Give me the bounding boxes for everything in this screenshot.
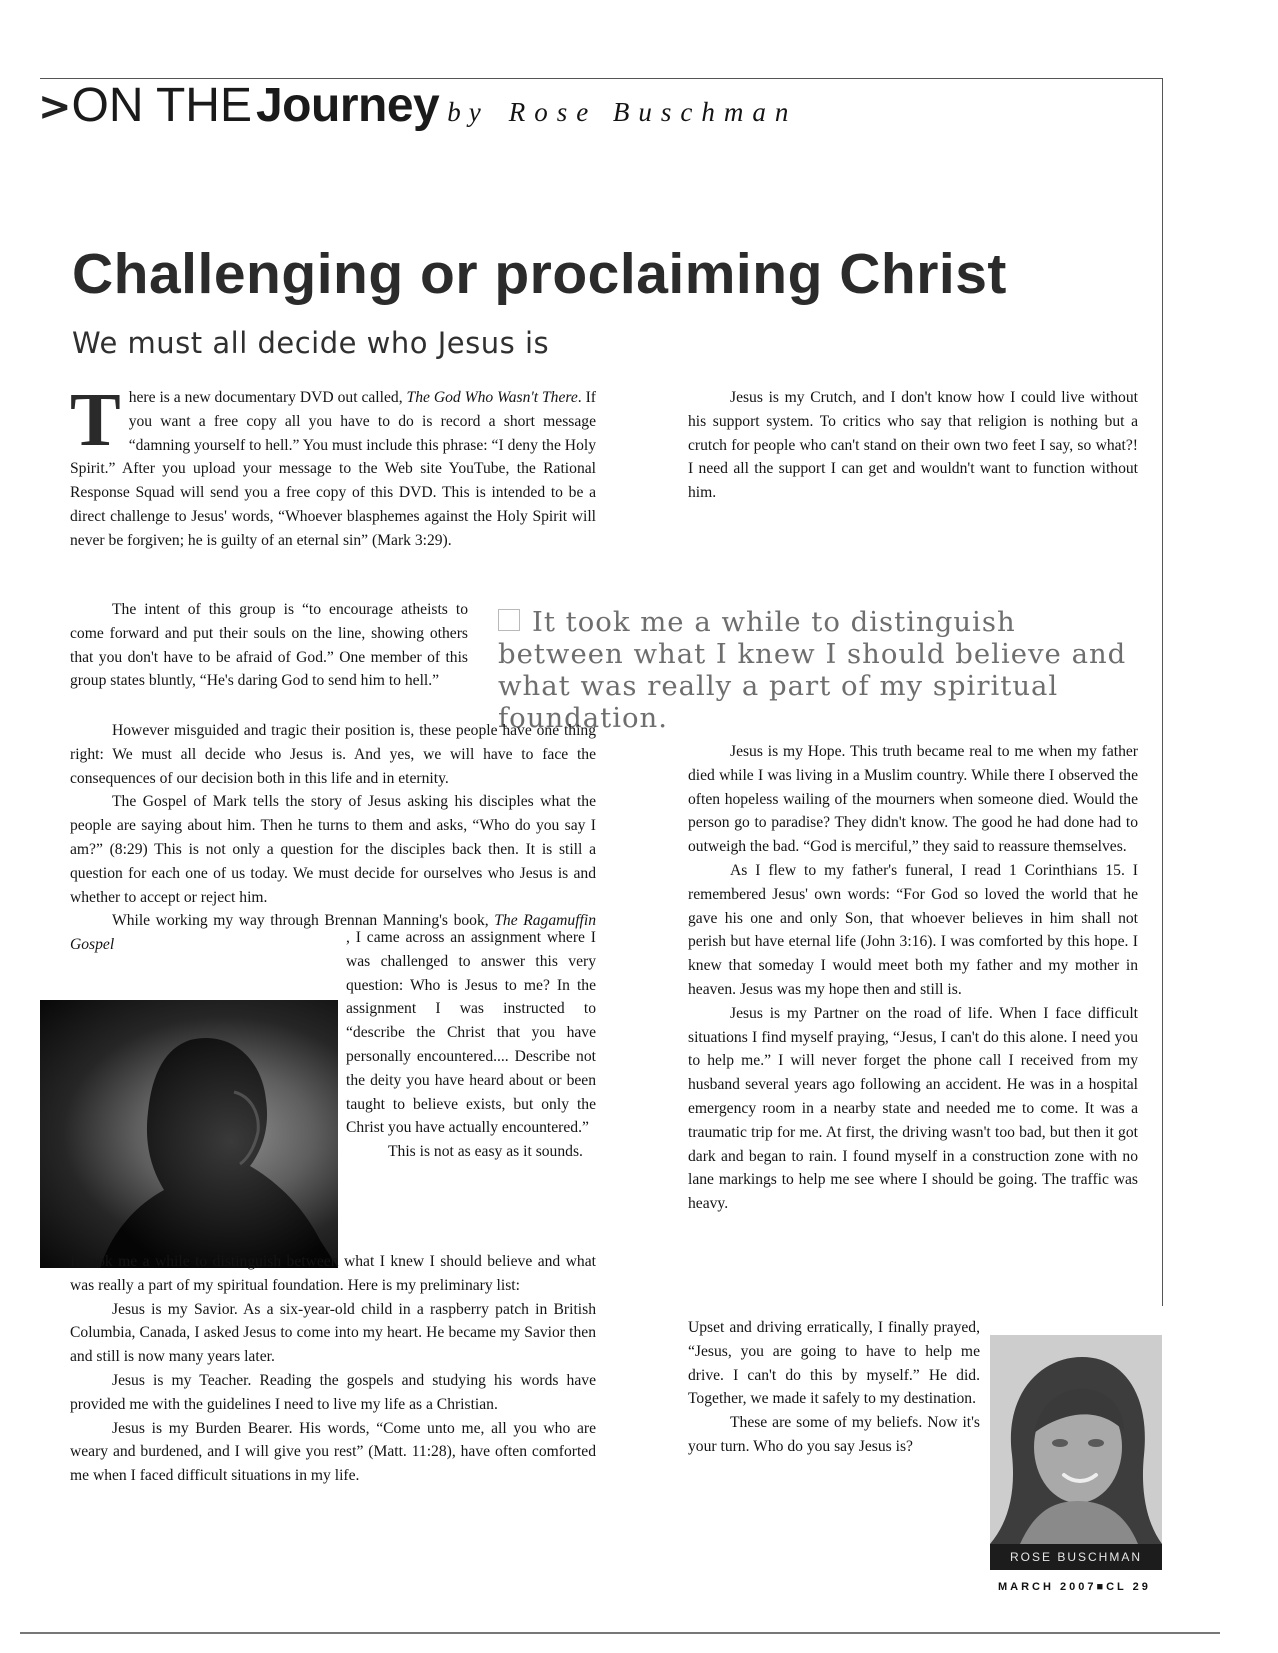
paragraph-12: As I flew to my father's funeral, I read 1 Corinthians 15. I remembered Jesus' own words: “For God so loved the world that he gave his one and only Son, that whoever believes in him shall not perish but have eternal life (John 3:16). I was comforted by this hope. I knew that someday I would meet both my father and my mother in heaven. Jesus was my hope then and still is. (688, 861, 1138, 998)
article-title: Challenging or proclaiming Christ (72, 242, 1007, 306)
author-photo (990, 1335, 1162, 1570)
header-column-name: Journey (255, 79, 440, 132)
paragraph-14: These are some of my beliefs. Now it's your turn. Who do you say Jesus is? (688, 1414, 980, 1455)
author-photo-caption: ROSE BUSCHMAN (990, 1544, 1162, 1570)
right-column-photo-wrap (688, 1316, 980, 1459)
left-column-photo-wrap (346, 926, 596, 1164)
p5-text-a: While working my way through Brennan Manning's book, (112, 912, 495, 930)
paragraph-13-wrap: Upset and driving erratically, I finally prayed, “Jesus, you are going to have to help me drive. I can't do this by myself.” He did. Together, we made it safely to my destination. (688, 1319, 980, 1408)
p1-text-a: here is a new documentary DVD out called, (128, 389, 407, 406)
drop-cap: T (70, 378, 121, 462)
paragraph-11: Jesus is my Hope. This truth became real to me when my father died while I was living in a Muslim country. While there I observed the often hopeless wailing of the mourners when someone died. Would the person go to paradise? They didn't know. The good he had done had to outweigh the bad. “God is merciful,” they said to reassure themselves. (688, 743, 1138, 856)
paragraph-4: The Gospel of Mark tells the story of Jesus asking his disciples what the people are saying about him. Then he turns to them and asks, “Who do you say I am?” (8:29) This is not only a question for the disciples back then. It is still a question for each one of us today. We must decide for ourselves who Jesus is and whether to accept or reject him. (70, 793, 596, 906)
paragraph-9: Jesus is my Burden Bearer. His words, “Come unto me, all you who are weary and burdened, and I will give you rest” (Matt. 11:28), have often comforted me when I faced difficult situations in my life. (70, 1419, 596, 1485)
author-portrait (990, 1335, 1162, 1570)
p1-text-b: . If you want a free copy all you have to do is record a short message “damning yourself to hell.” You must include this phrase: “I deny the Holy Spirit.” After you upload your message to the Web site YouTube, the Rational Response Squad will send you a free copy of this DVD. This is intended to be a direct challenge to Jesus' words, “Whoever blasphemes against the Holy Spirit will never be forgiven; he is guilty of an eternal sin” (Mark 3:29). (70, 389, 596, 549)
paragraph-13: Jesus is my Partner on the road of life. When I face difficult situations I find myself praying, “Jesus, I can't do this alone. I need you to help me.” I will never forget the phone call I received from my husband several years ago following an accident. He was in a hospital emergency room in a nearby state and needed me to come. It was a traumatic trip for me. At first, the driving wasn't too bad, but then it got dark and began to rain. I found myself in a construction zone with no lane markings to help me see where I should be going. The traffic was heavy. (688, 1004, 1138, 1213)
left-column-bottom (70, 1250, 596, 1488)
column-header (38, 79, 798, 132)
left-column-narrow (70, 598, 468, 693)
header-by: by (447, 97, 489, 127)
article-subtitle: We must all decide who Jesus is (72, 326, 550, 360)
paragraph-5-wrap: , I came across an assignment where I was challenged to answer this very question: Who is Jesus to me? In the assignment I was instructed to “describe the Christ that you have personally encountered.... Describe not the deity you have heard about or been taught to believe exists, but only the Christ you have actually encountered.” (346, 929, 596, 1137)
header-arrow-icon: > (38, 84, 72, 130)
pull-quote (498, 606, 1138, 734)
paragraph-2: The intent of this group is “to encourage atheists to come forward and put their souls on the line, showing others that you don't have to be afraid of God.” One member of this group states bluntly, “He's daring God to send him to hell.” (70, 601, 468, 690)
paragraph-6-rest: It took me a while to distinguish between what I knew I should believe and what was really a part of my spiritual foundation. Here is my preliminary list: (70, 1253, 596, 1294)
header-author: Rose Buschman (508, 97, 798, 127)
right-column-main (688, 740, 1138, 1216)
dvd-title: The God Who Wasn't There (406, 389, 578, 406)
paragraph-10: Jesus is my Crutch, and I don't know how I could live without his support system. To critics who say that religion is nothing but a crutch for people who can't stand on their own two feet I say, so what?! I need all the support I can get and wouldn't want to function without him. (688, 389, 1138, 502)
right-column-top (688, 386, 1138, 505)
left-column-middle (70, 719, 596, 957)
paragraph-8: Jesus is my Teacher. Reading the gospels and studying his words have provided me with the guidelines I need to live my life as a Christian. (70, 1371, 596, 1413)
header-prefix: ON THE (71, 79, 252, 132)
bottom-rule (20, 1632, 1220, 1634)
pull-quote-text: It took me a while to distinguish between what I knew I should believe and what was really a part of my spiritual foundation. (498, 606, 1127, 734)
paragraph-7: Jesus is my Savior. As a six-year-old child in a raspberry patch in British Columbia, Canada, I asked Jesus to come into my heart. He became my Savior then and still is now many years later. (70, 1300, 596, 1366)
paragraph-6-wrap: This is not as easy as it sounds. (388, 1143, 583, 1161)
paragraph-1 (70, 378, 596, 553)
book-title: The Ragamuffin Gospel (70, 912, 596, 954)
silhouette-photo (40, 1000, 338, 1268)
silhouette-figure (40, 1000, 338, 1268)
paragraph-3: However misguided and tragic their position is, these people have one thing right: We must all decide who Jesus is. And yes, we will have to face the consequences of our decision both in this life and in eternity. (70, 722, 596, 787)
page-footer: MARCH 2007■CL 29 (998, 1581, 1151, 1593)
frame-right-rule (1162, 78, 1163, 1306)
left-column-top (70, 378, 596, 553)
quote-box-icon (498, 609, 520, 631)
